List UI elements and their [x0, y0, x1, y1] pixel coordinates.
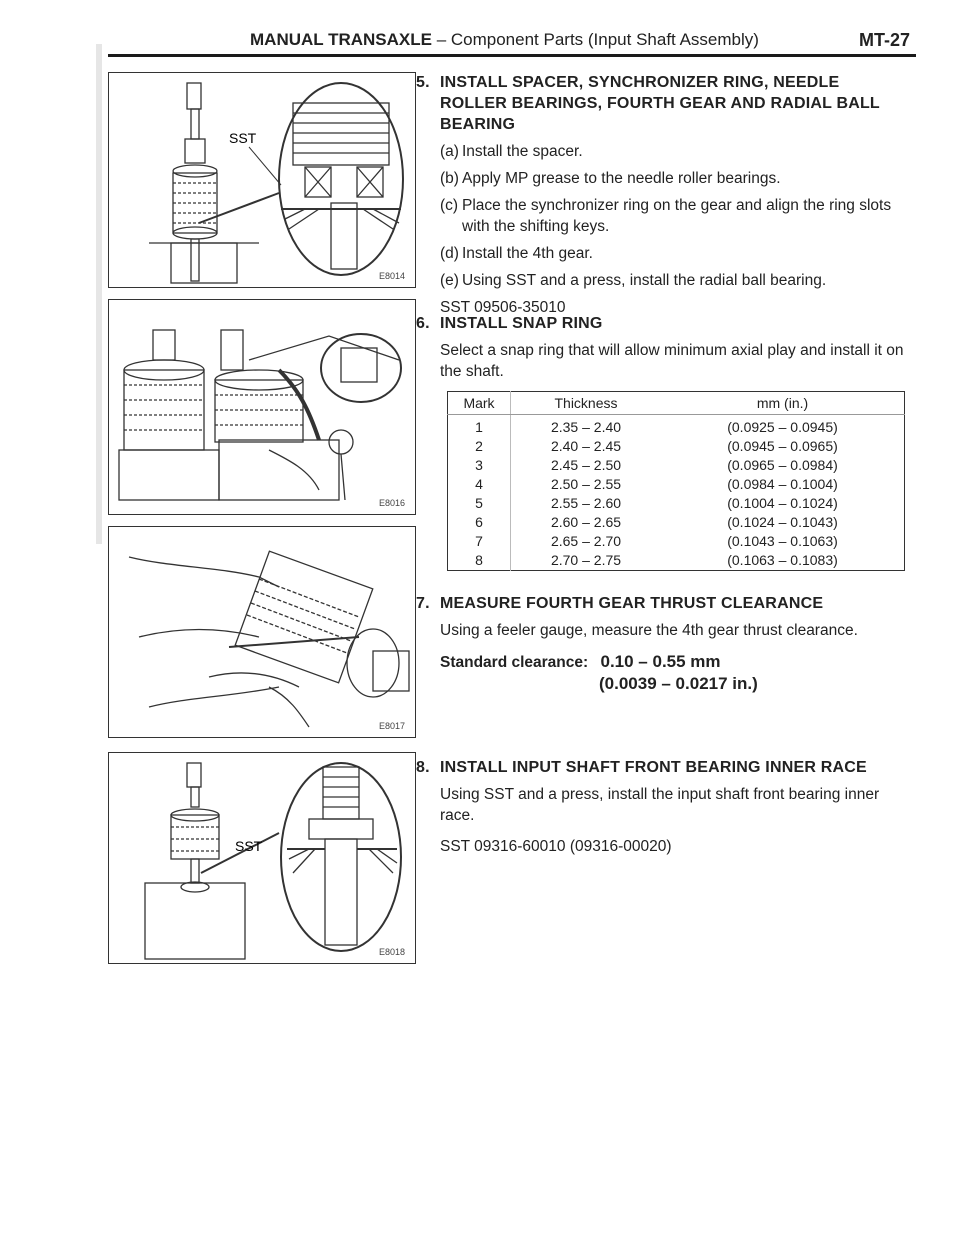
thickness-in-cell: (0.1063 – 0.1083) — [727, 552, 838, 568]
sst-label: SST — [229, 130, 257, 146]
step-text: Select a snap ring that will allow minimum axial play and install it on the shaft. — [440, 342, 904, 380]
substep — [440, 168, 910, 189]
table-row — [448, 513, 905, 532]
substep-label: (d) — [440, 245, 459, 262]
sst-number: SST 09316-60010 (09316-00020) — [440, 838, 672, 855]
spec-value-inches: (0.0039 – 0.0217 in.) — [599, 674, 758, 693]
figure-code: E8018 — [378, 947, 405, 957]
step-title: INSTALL INPUT SHAFT FRONT BEARING INNER RACE — [440, 759, 867, 776]
mark-cell: 7 — [448, 532, 511, 551]
substep — [440, 270, 910, 291]
substep-text: Apply MP grease to the needle roller bearings. — [462, 170, 781, 187]
mark-cell: 4 — [448, 475, 511, 494]
substep-label: (c) — [440, 197, 459, 214]
mark-cell: 8 — [448, 551, 511, 571]
table-row — [448, 437, 905, 456]
spec — [440, 651, 910, 673]
figure-illustration — [109, 527, 415, 737]
thickness-in-cell: (0.0965 – 0.0984) — [727, 457, 838, 473]
thickness-mm-cell: 2.35 – 2.40 — [550, 419, 622, 435]
step-number: 6. — [416, 315, 430, 332]
substep-text: Install the spacer. — [462, 143, 583, 160]
sst-label: SST — [235, 838, 263, 854]
substep-text: Using SST and a press, install the radial ball bearing. — [462, 272, 827, 289]
thickness-in-cell: (0.0925 – 0.0945) — [727, 419, 838, 435]
section-title: MANUAL TRANSAXLE — [250, 30, 432, 49]
step-5 — [416, 72, 910, 318]
step-number: 8. — [416, 759, 430, 776]
table-row — [448, 475, 905, 494]
column-header: mm (in.) — [661, 392, 905, 415]
thickness-in-cell: (0.1024 – 0.1043) — [727, 514, 838, 530]
figure-code: E8014 — [378, 271, 405, 281]
thickness-mm-cell: 2.40 – 2.45 — [550, 438, 622, 454]
column-header: Thickness — [511, 392, 662, 415]
step-title: MEASURE FOURTH GEAR THRUST CLEARANCE — [440, 595, 824, 612]
figure-illustration — [109, 300, 415, 514]
step-number: 5. — [416, 74, 430, 91]
mark-cell: 3 — [448, 456, 511, 475]
figure-illustration — [109, 753, 415, 963]
figure-inner-race — [108, 752, 416, 964]
table-row — [448, 415, 905, 438]
figure-spacer-install — [108, 72, 416, 288]
substep — [440, 141, 910, 162]
sst-number: SST 09506-35010 — [440, 299, 566, 316]
step-number: 7. — [416, 595, 430, 612]
substep-label: (b) — [440, 170, 459, 187]
substep — [440, 243, 910, 264]
step-title: INSTALL SNAP RING — [440, 315, 603, 332]
step-text: Using SST and a press, install the input shaft front bearing inner race. — [440, 786, 880, 824]
figure-code: E8016 — [378, 498, 405, 508]
thickness-mm-cell: 2.50 – 2.55 — [550, 476, 622, 492]
column-header: Mark — [448, 392, 511, 415]
thickness-in-cell: (0.1043 – 0.1063) — [727, 533, 838, 549]
step-title: INSTALL SPACER, SYNCHRONIZER RING, NEEDLE ROLLER BEARINGS, FOURTH GEAR AND RADIAL BALL BEARING — [440, 74, 880, 133]
mark-cell: 5 — [448, 494, 511, 513]
figure-illustration — [109, 73, 415, 287]
thickness-mm-cell: 2.70 – 2.75 — [550, 552, 622, 568]
step-text: Using a feeler gauge, measure the 4th gear thrust clearance. — [440, 622, 858, 639]
figure-snap-ring — [108, 299, 416, 515]
mark-cell: 1 — [448, 415, 511, 438]
page-number: MT-27 — [858, 30, 910, 50]
snap-ring-table — [447, 391, 905, 571]
substep-label: (a) — [440, 143, 459, 160]
step-6 — [416, 313, 910, 382]
page-header — [108, 30, 916, 57]
thickness-mm-cell: 2.65 – 2.70 — [550, 533, 622, 549]
mark-cell: 2 — [448, 437, 511, 456]
step-7 — [416, 593, 910, 694]
table-row — [448, 456, 905, 475]
substep-text: Install the 4th gear. — [462, 245, 593, 262]
figure-code: E8017 — [378, 721, 405, 731]
binding-edge — [96, 44, 102, 544]
table-header-row — [448, 392, 905, 415]
substep-label: (e) — [440, 272, 459, 289]
step-8 — [416, 757, 910, 857]
spec-label: Standard clearance: — [440, 654, 589, 671]
table-row — [448, 551, 905, 571]
thickness-mm-cell: 2.45 – 2.50 — [550, 457, 622, 473]
table-row — [448, 494, 905, 513]
table-row — [448, 532, 905, 551]
thickness-in-cell: (0.1004 – 0.1024) — [727, 495, 838, 511]
thickness-in-cell: (0.0945 – 0.0965) — [727, 438, 838, 454]
mark-cell: 6 — [448, 513, 511, 532]
figure-feeler-gauge — [108, 526, 416, 738]
spec-value: 0.10 – 0.55 mm — [600, 652, 721, 671]
section-subtitle: – Component Parts (Input Shaft Assembly) — [436, 30, 759, 49]
thickness-mm-cell: 2.55 – 2.60 — [550, 495, 622, 511]
substep — [440, 195, 910, 237]
thickness-mm-cell: 2.60 – 2.65 — [550, 514, 622, 530]
thickness-in-cell: (0.0984 – 0.1004) — [727, 476, 838, 492]
substep-text: Place the synchronizer ring on the gear and align the ring slots with the shifting keys. — [462, 197, 892, 235]
page-title — [250, 30, 759, 50]
